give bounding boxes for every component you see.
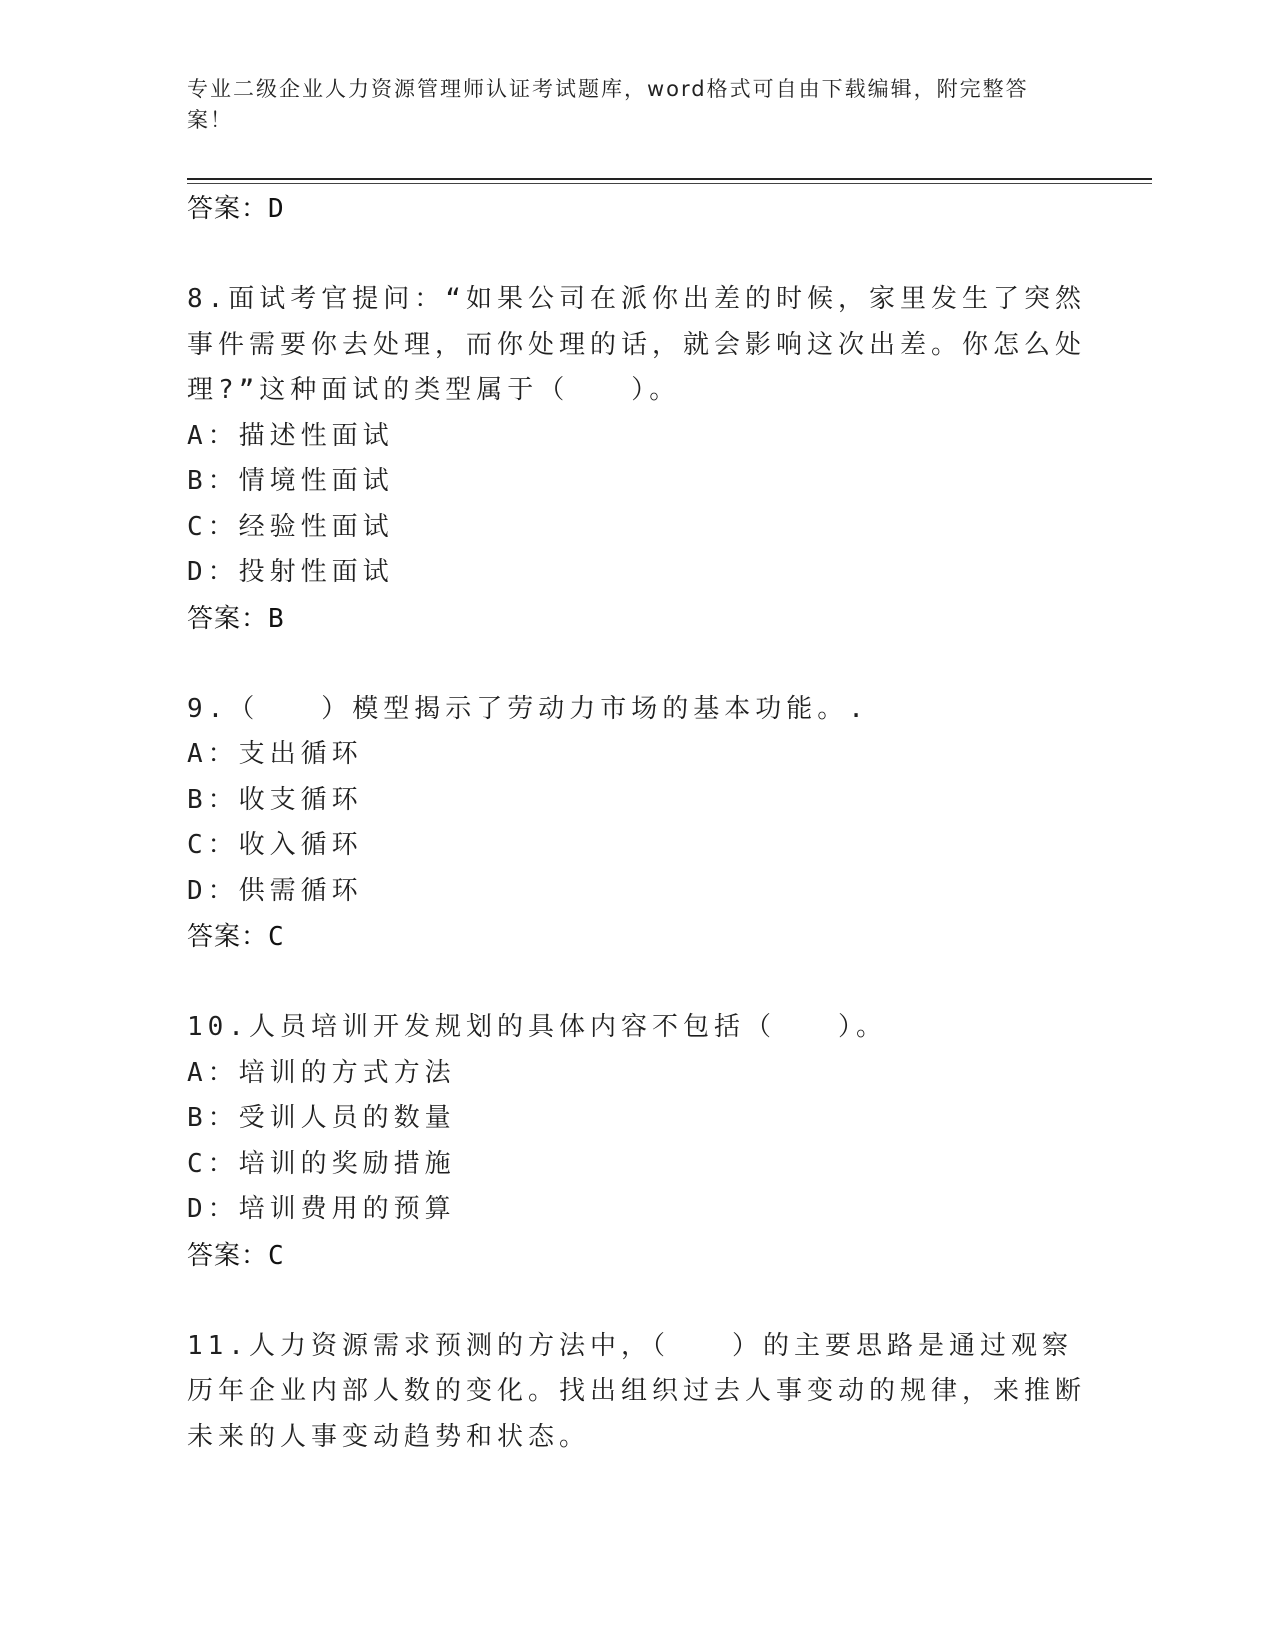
answer-value: C (268, 922, 285, 952)
header-rule-thin (187, 183, 1152, 184)
question-text: 10.人员培训开发规划的具体内容不包括（ ）。 (187, 1012, 887, 1042)
question-text: 8.面试考官提问：“如果公司在派你出差的时候，家里发生了突然事件需要你去处理，而你处理的话，就会影响这次出差。你怎么处理?”这种面试的类型属于（ ）。 (187, 284, 1087, 405)
answer-label: 答案： (187, 603, 269, 634)
question-block (187, 1005, 1087, 1279)
option-b: B：情境性面试 (187, 466, 394, 496)
question-block (187, 277, 1087, 642)
header-rule-thick (187, 178, 1152, 180)
answer-value: D (268, 194, 285, 224)
option-d: D：培训费用的预算 (187, 1194, 456, 1224)
answer-label: 答案： (187, 194, 269, 224)
answer-line (187, 596, 1087, 642)
option-a: A：培训的方式方法 (187, 1057, 456, 1088)
option-a: A：描述性面试 (187, 420, 394, 451)
question-text: 9.（ ）模型揭示了劳动力市场的基本功能。. (187, 693, 869, 724)
option-d: D：供需循环 (187, 875, 363, 906)
option-c: C：培训的奖励措施 (187, 1148, 456, 1179)
option-c: C：收入循环 (187, 830, 363, 860)
option-d: D：投射性面试 (187, 557, 394, 587)
option-b: B：收支循环 (187, 784, 363, 815)
option-a: A：支出循环 (187, 739, 363, 769)
document-body (187, 186, 1087, 1460)
option-b: B：受训人员的数量 (187, 1103, 456, 1133)
option-c: C：经验性面试 (187, 511, 394, 542)
answer-line (187, 914, 1087, 960)
document-header: 专业二级企业人力资源管理师认证考试题库，word格式可自由下载编辑，附完整答案！ (187, 77, 1029, 132)
question-text: 11.人力资源需求预测的方法中，（ ）的主要思路是通过观察历年企业内部人数的变化。找出组织过去人事变动的规律，来推断未来的人事变动趋势和状态。 (187, 1330, 1087, 1452)
answer-line (187, 186, 1087, 232)
question-block (187, 687, 1087, 961)
answer-label: 答案： (187, 1240, 269, 1271)
answer-value: B (268, 603, 285, 634)
answer-line (187, 1233, 1087, 1279)
question-block (187, 1324, 1087, 1461)
answer-value: C (268, 1240, 285, 1271)
answer-label: 答案： (187, 922, 269, 952)
